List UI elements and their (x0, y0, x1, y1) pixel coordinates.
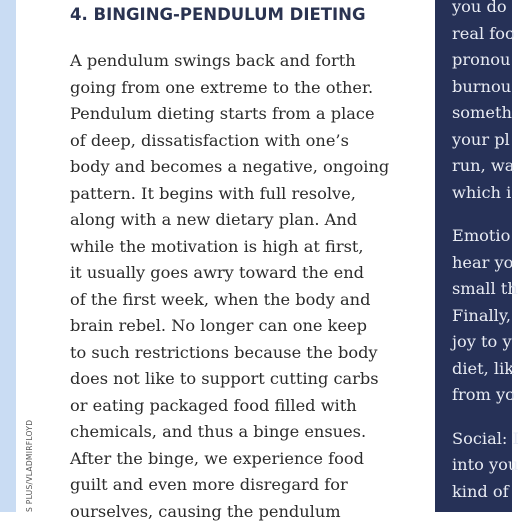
sidebar-line: you do (452, 0, 519, 21)
body-line: body and becomes a negative, ongoing (70, 154, 420, 181)
body-line: A pendulum swings back and forth (70, 48, 420, 75)
sidebar-line: which i (452, 180, 519, 207)
sidebar-line: Emotio (452, 223, 519, 250)
sidebar-line: kind of (452, 479, 519, 506)
sidebar-line: burnou (452, 74, 519, 101)
body-line: brain rebel. No longer can one keep (70, 313, 420, 340)
sidebar-line: Finally, (452, 303, 519, 330)
sidebar-line: your pl (452, 127, 519, 154)
photo-credit: S PLUS/VLADMIRFLOYD (25, 420, 34, 512)
body-line: it usually goes awry toward the end (70, 260, 420, 287)
body-line: ourselves, causing the pendulum (70, 499, 420, 525)
body-line: or eating packaged food filled with (70, 393, 420, 420)
sidebar-line: run, wa (452, 153, 519, 180)
body-line: of the first week, when the body and (70, 287, 420, 314)
body-line: guilt and even more disregard for (70, 472, 420, 499)
body-line: going from one extreme to the other. (70, 75, 420, 102)
sidebar-line: joy to y (452, 329, 519, 356)
left-page-edge (0, 0, 16, 512)
body-line: does not like to support cutting carbs (70, 366, 420, 393)
body-line: of deep, dissatisfaction with one’s (70, 128, 420, 155)
article-page (16, 0, 435, 512)
sidebar-line: into you (452, 452, 519, 479)
body-line: while the motivation is high at first, (70, 234, 420, 261)
body-line: along with a new dietary plan. And (70, 207, 420, 234)
body-line: chemicals, and thus a binge ensues. (70, 419, 420, 446)
sidebar-line: Social: I (452, 426, 519, 453)
sidebar-line: small th (452, 276, 519, 303)
sidebar-line: hear yo (452, 250, 519, 277)
sidebar-line: real foo (452, 21, 519, 48)
body-line: pattern. It begins with full resolve, (70, 181, 420, 208)
sidebar-line: diet, lik (452, 356, 519, 383)
article-body (70, 48, 420, 525)
body-line: Pendulum dieting starts from a place (70, 101, 420, 128)
sidebar-text (452, 0, 519, 505)
body-line: After the binge, we experience food (70, 446, 420, 473)
sidebar-line: pronou (452, 47, 519, 74)
sidebar-panel (435, 0, 512, 512)
body-line: to such restrictions because the body (70, 340, 420, 367)
sidebar-line: someth (452, 100, 519, 127)
sidebar-line: from yo (452, 382, 519, 409)
section-heading: 4. BINGING-PENDULUM DIETING (70, 5, 366, 24)
